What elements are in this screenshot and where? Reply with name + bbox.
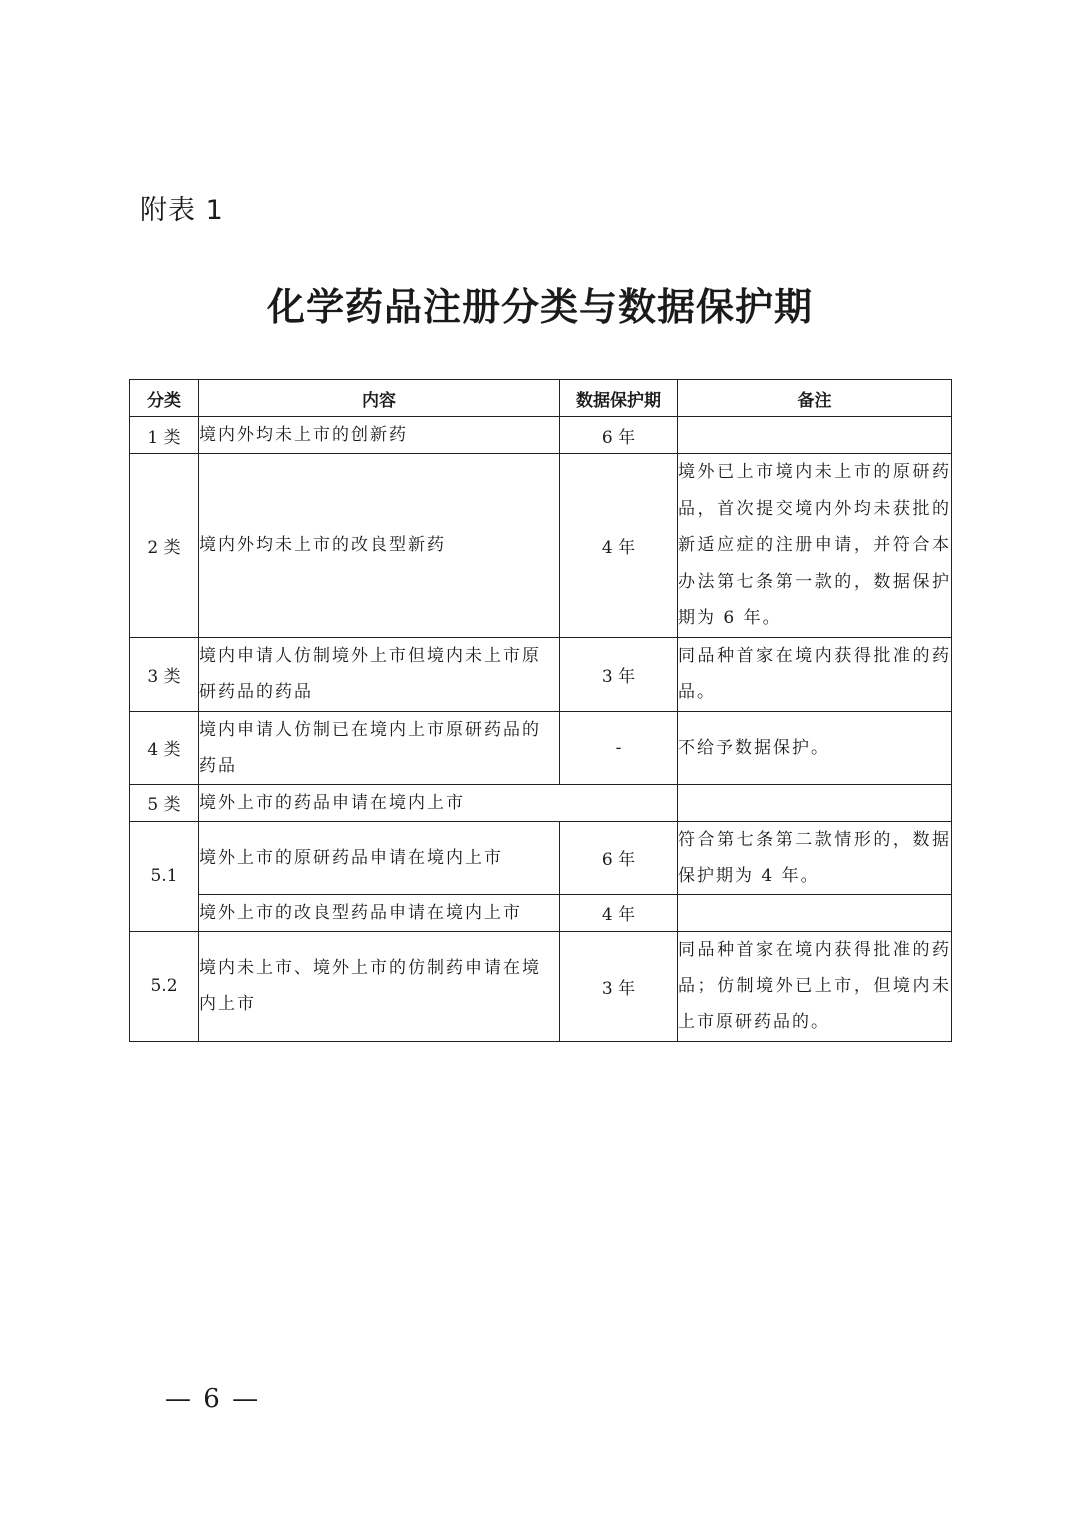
header-content: 内容 — [199, 380, 560, 417]
category-cell: 4 类 — [130, 711, 199, 784]
period-cell: 4 年 — [560, 454, 678, 638]
content-cell: 境内未上市、境外上市的仿制药申请在境内上市 — [199, 931, 560, 1041]
table-row — [130, 894, 952, 931]
header-note: 备注 — [678, 380, 952, 417]
content-cell: 境内外均未上市的创新药 — [199, 417, 560, 454]
content-cell: 境外上市的改良型药品申请在境内上市 — [199, 894, 560, 931]
header-category: 分类 — [130, 380, 199, 417]
period-cell: - — [560, 711, 678, 784]
table-row — [130, 417, 952, 454]
note-cell: 境外已上市境内未上市的原研药品，首次提交境内外均未获批的新适应症的注册申请，并符合本办法第七条第一款的，数据保护期为 6 年。 — [678, 454, 952, 638]
category-cell: 2 类 — [130, 454, 199, 638]
period-cell: 3 年 — [560, 931, 678, 1041]
content-cell: 境内申请人仿制已在境内上市原研药品的药品 — [199, 711, 560, 784]
data-protection-table — [129, 379, 952, 1042]
category-cell: 5.1 — [130, 821, 199, 931]
table-row — [130, 637, 952, 711]
note-cell: 同品种首家在境内获得批准的药品；仿制境外已上市，但境内未上市原研药品的。 — [678, 931, 952, 1041]
category-cell: 5 类 — [130, 784, 199, 821]
appendix-label: 附表 1 — [140, 195, 224, 226]
period-cell: 6 年 — [560, 417, 678, 454]
table-row — [130, 821, 952, 894]
table-row — [130, 454, 952, 638]
note-cell — [678, 417, 952, 454]
content-cell: 境外上市的药品申请在境内上市 — [199, 784, 678, 821]
table-row — [130, 931, 952, 1041]
page-number: — 6 — — [165, 1384, 261, 1414]
content-cell: 境内申请人仿制境外上市但境内未上市原研药品的药品 — [199, 637, 560, 711]
note-cell: 符合第七条第二款情形的，数据保护期为 4 年。 — [678, 821, 952, 894]
content-cell: 境内外均未上市的改良型新药 — [199, 454, 560, 638]
table-row — [130, 711, 952, 784]
header-period: 数据保护期 — [560, 380, 678, 417]
period-cell: 6 年 — [560, 821, 678, 894]
note-cell — [678, 784, 952, 821]
period-cell: 3 年 — [560, 637, 678, 711]
category-cell: 3 类 — [130, 637, 199, 711]
category-cell: 5.2 — [130, 931, 199, 1041]
table-header-row — [130, 380, 952, 417]
document-title: 化学药品注册分类与数据保护期 — [266, 285, 813, 329]
note-cell — [678, 894, 952, 931]
table-row — [130, 784, 952, 821]
note-cell: 不给予数据保护。 — [678, 711, 952, 784]
note-cell: 同品种首家在境内获得批准的药品。 — [678, 637, 952, 711]
content-cell: 境外上市的原研药品申请在境内上市 — [199, 821, 560, 894]
category-cell: 1 类 — [130, 417, 199, 454]
period-cell: 4 年 — [560, 894, 678, 931]
